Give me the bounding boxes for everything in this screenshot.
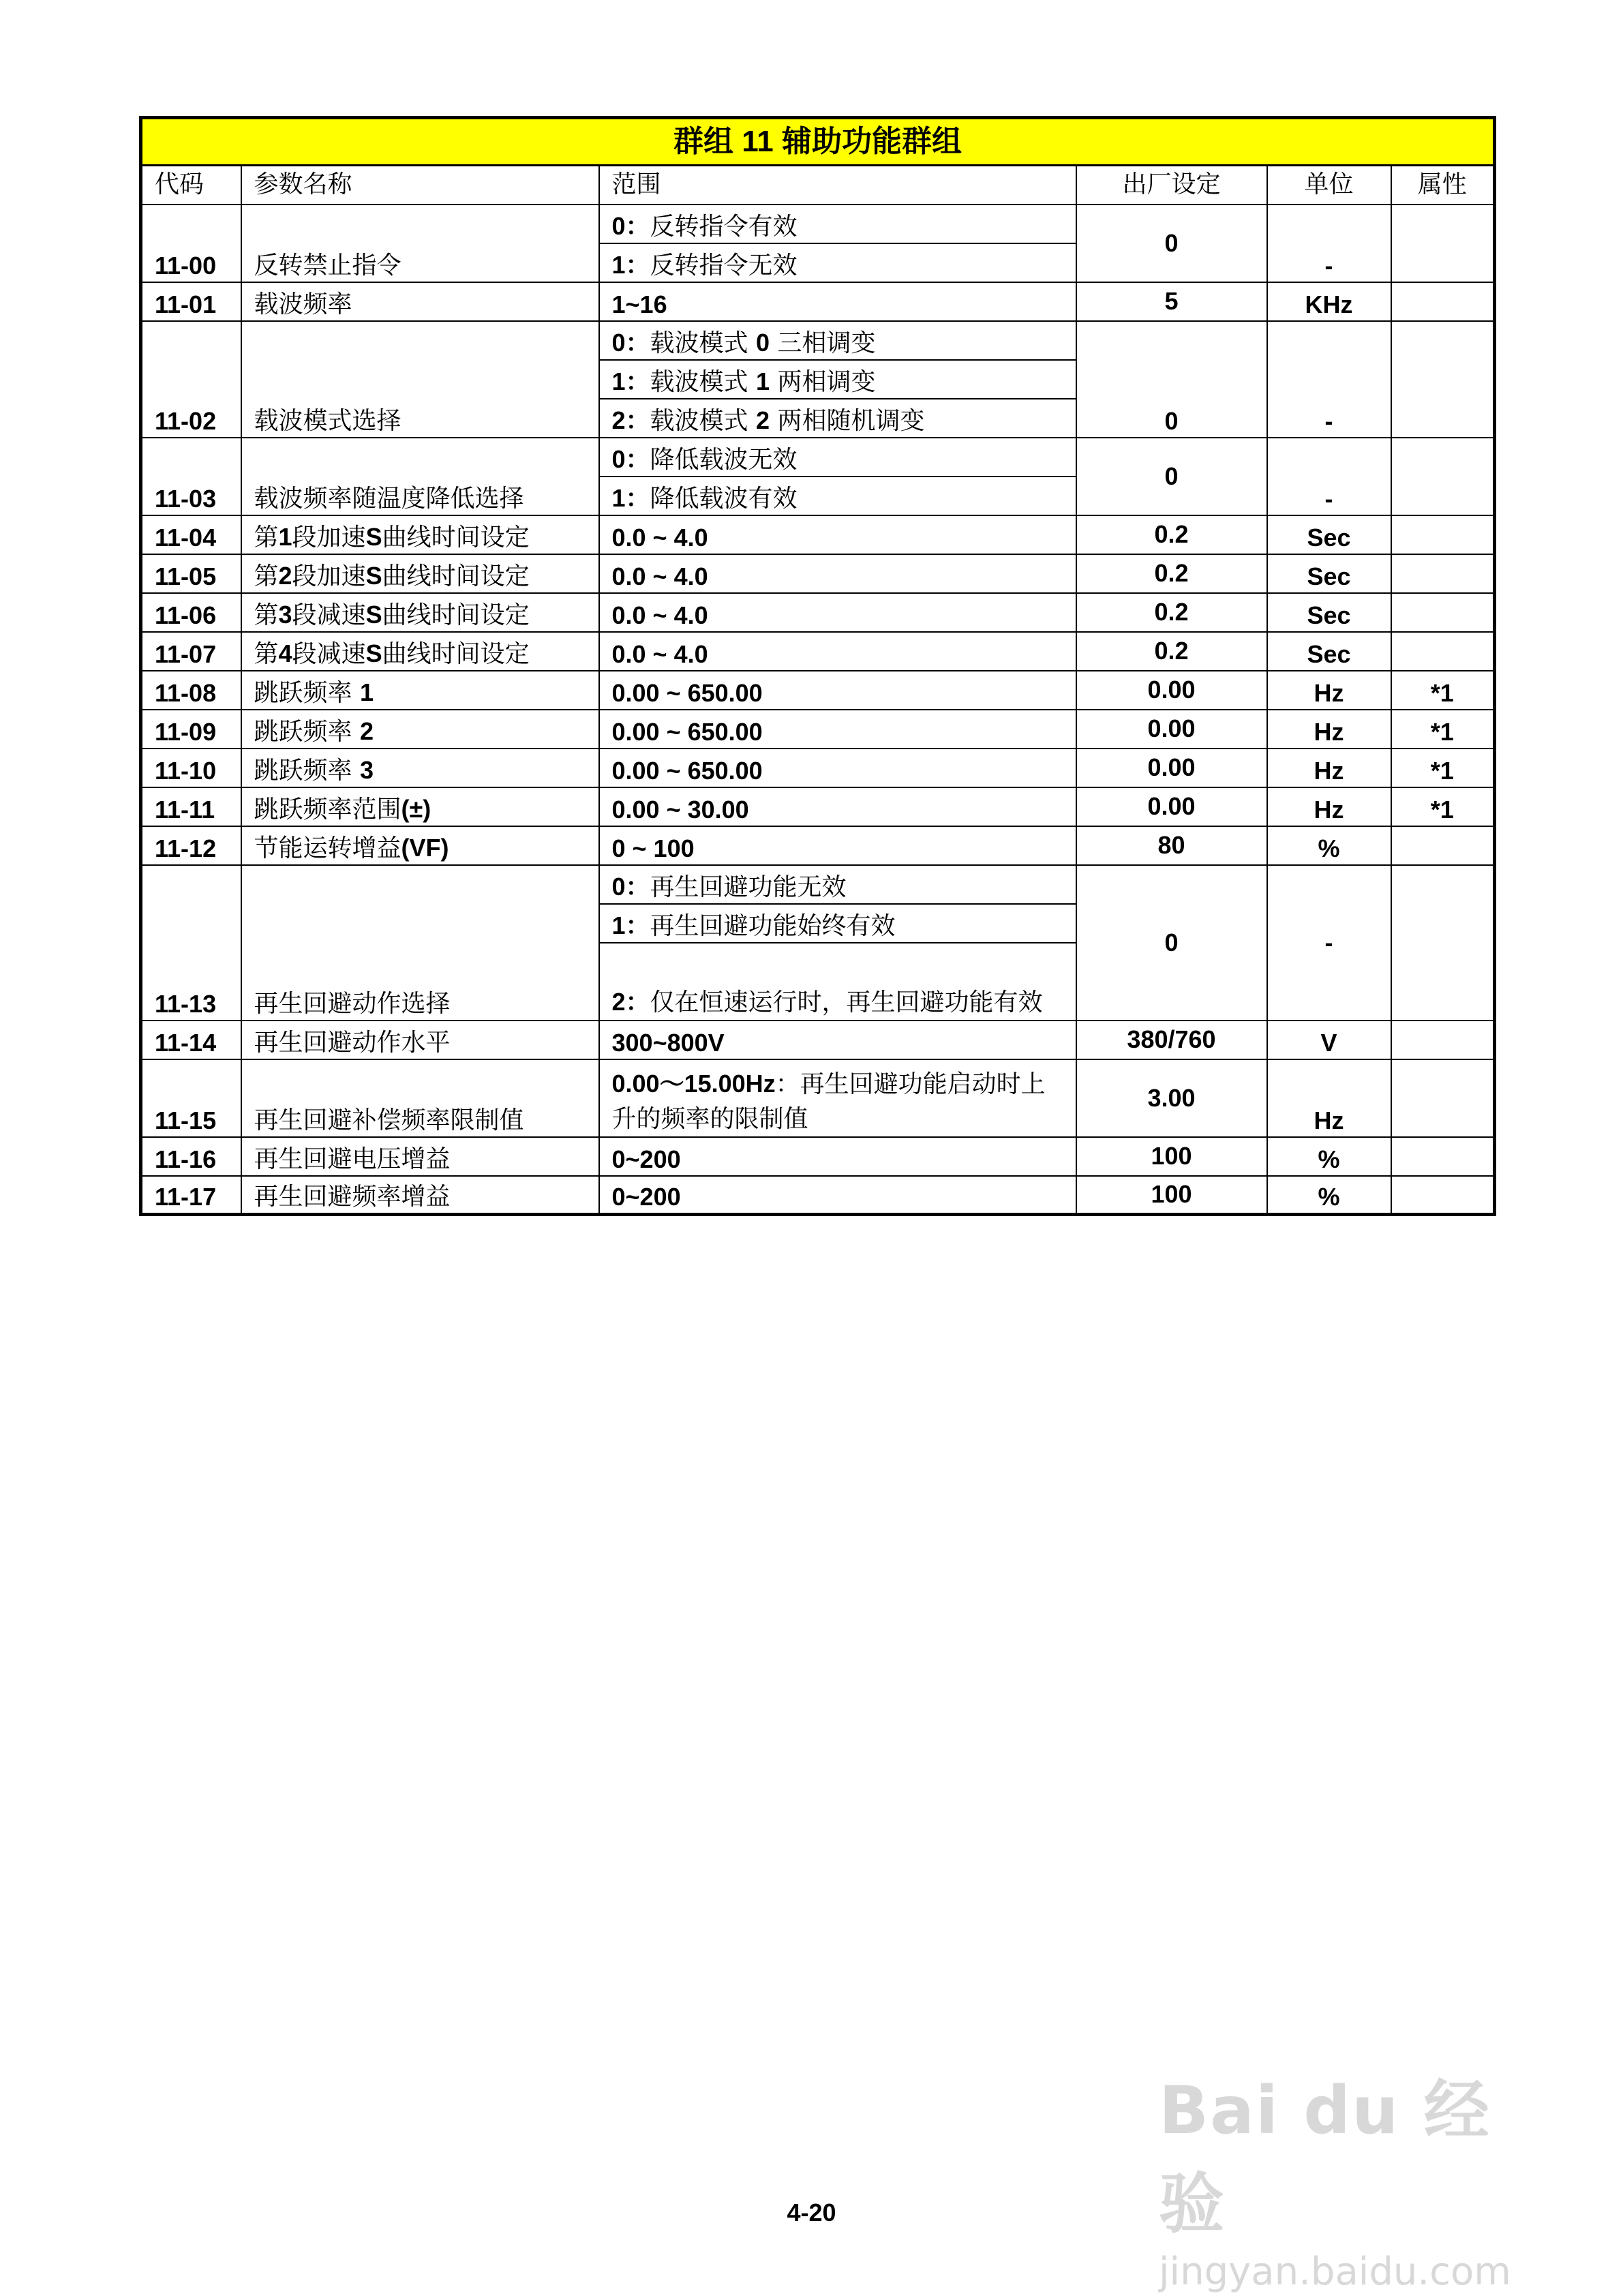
range-value: 0.0 ~ 4.0 [599, 632, 1076, 671]
param-code: 11-05 [141, 554, 241, 593]
table-row [141, 1176, 1495, 1215]
param-code: 11-15 [141, 1059, 241, 1137]
unit: Sec [1267, 632, 1391, 671]
default-value: 0.2 [1076, 632, 1267, 671]
attribute [1391, 1059, 1495, 1137]
table-row [141, 1137, 1495, 1176]
param-name: 载波频率随温度降低选择 [241, 438, 599, 515]
unit: % [1267, 826, 1391, 865]
range-value: 0.00～15.00Hz：再生回避功能启动时上升的频率的限制值 [599, 1059, 1076, 1137]
attribute [1391, 1176, 1495, 1215]
param-code: 11-10 [141, 749, 241, 787]
table-row [141, 1059, 1495, 1137]
param-code: 11-00 [141, 205, 241, 282]
attribute [1391, 205, 1495, 282]
param-code: 11-11 [141, 787, 241, 826]
range-option: 1：降低载波有效 [599, 477, 1076, 515]
table-row [141, 282, 1495, 321]
default-value: 80 [1076, 826, 1267, 865]
param-name: 节能运转增益(VF) [241, 826, 599, 865]
unit: V [1267, 1021, 1391, 1059]
param-code: 11-09 [141, 710, 241, 749]
param-code: 11-02 [141, 321, 241, 438]
range-option: 2：载波模式 2 两相随机调变 [599, 399, 1076, 438]
range-option: 1：再生回避功能始终有效 [599, 904, 1076, 943]
default-value: 380/760 [1076, 1021, 1267, 1059]
attribute [1391, 438, 1495, 515]
table-row [141, 205, 1495, 243]
attribute [1391, 1137, 1495, 1176]
range-value: 0.0 ~ 4.0 [599, 554, 1076, 593]
table-row [141, 865, 1495, 904]
default-value: 5 [1076, 282, 1267, 321]
range-value: 0.0 ~ 4.0 [599, 515, 1076, 554]
range-option: 0：载波模式 0 三相调变 [599, 321, 1076, 360]
unit: Sec [1267, 554, 1391, 593]
default-value: 0.2 [1076, 515, 1267, 554]
param-name: 再生回避频率增益 [241, 1176, 599, 1215]
table-row [141, 515, 1495, 554]
default-value: 3.00 [1076, 1059, 1267, 1137]
table-row [141, 593, 1495, 632]
table-row [141, 1021, 1495, 1059]
default-value: 0 [1076, 438, 1267, 515]
table-row [141, 749, 1495, 787]
param-code: 11-04 [141, 515, 241, 554]
attribute: *1 [1391, 710, 1495, 749]
range-value: 0.00 ~ 30.00 [599, 787, 1076, 826]
range-value: 0~200 [599, 1137, 1076, 1176]
param-name: 第1段加速S曲线时间设定 [241, 515, 599, 554]
header-unit: 单位 [1267, 166, 1391, 205]
param-code: 11-17 [141, 1176, 241, 1215]
range-value: 300~800V [599, 1021, 1076, 1059]
default-value: 0 [1076, 321, 1267, 438]
table-row [141, 826, 1495, 865]
attribute [1391, 282, 1495, 321]
param-name: 跳跃频率 1 [241, 671, 599, 710]
unit: - [1267, 321, 1391, 438]
table-row [141, 438, 1495, 477]
param-name: 再生回避补偿频率限制值 [241, 1059, 599, 1137]
range-value: 0.0 ~ 4.0 [599, 593, 1076, 632]
attribute [1391, 321, 1495, 438]
param-name: 跳跃频率 3 [241, 749, 599, 787]
default-value: 0.00 [1076, 710, 1267, 749]
watermark-logo: Bai du 经验 [1159, 2072, 1491, 2242]
unit: Hz [1267, 749, 1391, 787]
range-value: 0 ~ 100 [599, 826, 1076, 865]
param-code: 11-07 [141, 632, 241, 671]
attribute [1391, 1021, 1495, 1059]
default-value: 0.00 [1076, 787, 1267, 826]
page-number: 4-20 [787, 2199, 836, 2226]
range-value: 1~16 [599, 282, 1076, 321]
default-value: 0 [1076, 865, 1267, 1021]
header-attr: 属性 [1391, 166, 1495, 205]
table-row [141, 710, 1495, 749]
header-code: 代码 [141, 166, 241, 205]
param-code: 11-06 [141, 593, 241, 632]
default-value: 0.2 [1076, 593, 1267, 632]
param-name: 载波频率 [241, 282, 599, 321]
attribute [1391, 826, 1495, 865]
default-value: 0.00 [1076, 671, 1267, 710]
param-code: 11-14 [141, 1021, 241, 1059]
attribute: *1 [1391, 671, 1495, 710]
default-value: 0.00 [1076, 749, 1267, 787]
unit: % [1267, 1137, 1391, 1176]
range-option: 1：反转指令无效 [599, 243, 1076, 282]
range-option: 0：再生回避功能无效 [599, 865, 1076, 904]
param-name: 再生回避电压增益 [241, 1137, 599, 1176]
attribute [1391, 865, 1495, 1021]
unit: Hz [1267, 1059, 1391, 1137]
range-value: 0.00 ~ 650.00 [599, 749, 1076, 787]
attribute [1391, 632, 1495, 671]
range-value: 0.00 ~ 650.00 [599, 710, 1076, 749]
param-code: 11-08 [141, 671, 241, 710]
unit: Sec [1267, 515, 1391, 554]
param-name: 再生回避动作水平 [241, 1021, 599, 1059]
param-name: 再生回避动作选择 [241, 865, 599, 1021]
table-row [141, 671, 1495, 710]
param-code: 11-12 [141, 826, 241, 865]
default-value: 0.2 [1076, 554, 1267, 593]
unit: - [1267, 438, 1391, 515]
param-name: 跳跃频率范围(±) [241, 787, 599, 826]
unit: Hz [1267, 671, 1391, 710]
param-name: 反转禁止指令 [241, 205, 599, 282]
param-name: 第2段加速S曲线时间设定 [241, 554, 599, 593]
attribute [1391, 515, 1495, 554]
table-row [141, 554, 1495, 593]
default-value: 100 [1076, 1176, 1267, 1215]
range-value: 0.00 ~ 650.00 [599, 671, 1076, 710]
param-name: 载波模式选择 [241, 321, 599, 438]
unit: % [1267, 1176, 1391, 1215]
attribute [1391, 554, 1495, 593]
table-row [141, 321, 1495, 360]
range-option: 1：载波模式 1 两相调变 [599, 360, 1076, 399]
param-name: 第3段减速S曲线时间设定 [241, 593, 599, 632]
watermark-url: jingyan.baidu.com [1159, 2250, 1511, 2294]
range-option: 0：降低载波无效 [599, 438, 1076, 477]
header-default: 出厂设定 [1076, 166, 1267, 205]
default-value: 0 [1076, 205, 1267, 282]
table-title: 群组 11 辅助功能群组 [141, 118, 1495, 166]
unit: Sec [1267, 593, 1391, 632]
default-value: 100 [1076, 1137, 1267, 1176]
param-code: 11-01 [141, 282, 241, 321]
unit: - [1267, 865, 1391, 1021]
unit: Hz [1267, 787, 1391, 826]
param-code: 11-16 [141, 1137, 241, 1176]
attribute: *1 [1391, 787, 1495, 826]
param-name: 第4段减速S曲线时间设定 [241, 632, 599, 671]
param-code: 11-03 [141, 438, 241, 515]
param-name: 跳跃频率 2 [241, 710, 599, 749]
unit: - [1267, 205, 1391, 282]
unit: KHz [1267, 282, 1391, 321]
unit: Hz [1267, 710, 1391, 749]
range-option: 0：反转指令有效 [599, 205, 1076, 243]
table-row [141, 632, 1495, 671]
range-value: 0~200 [599, 1176, 1076, 1215]
parameter-table [139, 116, 1496, 1216]
header-name: 参数名称 [241, 166, 599, 205]
header-range: 范围 [599, 166, 1076, 205]
attribute: *1 [1391, 749, 1495, 787]
table-row [141, 787, 1495, 826]
range-option: 2：仅在恒速运行时，再生回避功能有效 [599, 943, 1076, 1021]
param-code: 11-13 [141, 865, 241, 1021]
attribute [1391, 593, 1495, 632]
